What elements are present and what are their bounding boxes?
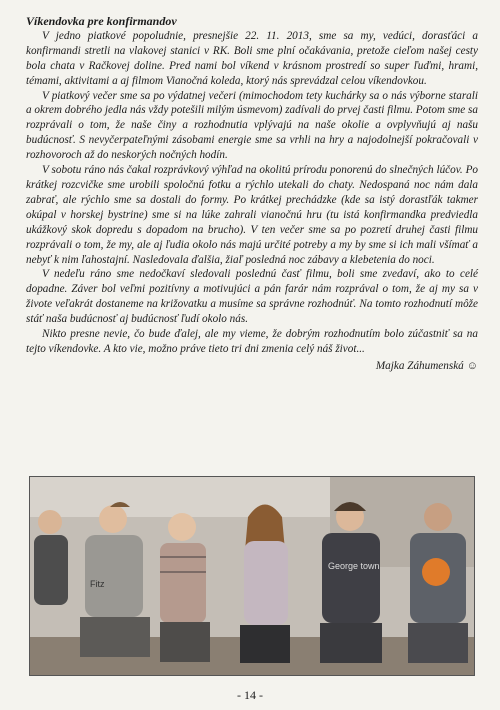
article xyxy=(26,14,478,374)
article-title: Víkendovka pre konfirmandov xyxy=(26,14,177,28)
article-paragraph: V jedno piatkové popoludnie, presnejšie 22. 11. 2013, sme sa my, vedúci, dorasťáci a konfirmandi stretli na vlakovej stanici v RK. Boli sme plní očakávania, pretože cieľom našej cesty bola chata v Račkovej dolinе. Pred nami bol víkend v krásnom prostredí so super ľuďmi, hrami, témami, aktivitami a aj filmom Vianočná koleda, ktorý nás sprevádzal celou víkendovkou. xyxy=(26,29,478,87)
page-number: - 14 - xyxy=(237,688,263,702)
group-photo-illustration xyxy=(30,477,474,675)
author-signature: Majka Záhumenská ☺ xyxy=(375,359,478,372)
shirt-print: Fitz xyxy=(90,579,105,589)
group-photo xyxy=(29,476,475,676)
shirt-print: George town xyxy=(328,561,380,571)
article-paragraph: V nedeľu ráno sme nedočkaví sledovali poslednú časť filmu, boli sme zvedaví, ako to celé dopadne. Záver bol veľmi pozitívny a motivujúci a pán farár nám rozprával o tom, že aj my sa v živote veľakrát dostaneme na križovatku a musíme sa správne rozhodnúť. Na tomto rozhodnutí môže stáť naša budúcnosť aj budúcnosť ľudí okolo nás. xyxy=(26,268,478,326)
article-paragraph: V sobotu ráno nás čakal rozprávkový výhľad na okolitú prírodu ponorenú do slnečných lúčov. Po krátkej rozcvičke sme urobili spoločnú fotku a rýchlo utekali do chaty. Nedospaná noc nám dala zabrať, ale rýchlo sme sa dostali do formy. Po krátkej prechádzke (kde sa istý dorastľák takmer okúpal v horskej bystrine) sme si na lúke zahrali vianočnú hru (tu istá konfirmandka predviedla ukážkový skok dopredu s dopadom na brucho). V ten večer sme sa po pozretí druhej časti filmu rozprávali o tom, že my, ale aj ľudia okolo nás majú určité potreby a my by sme si ich mali všímať a nebyť k nim ľahostajní. Nasledovala ďalšia, žiaľ posledná noc zábavy a klebetenia do noci. xyxy=(26,164,478,266)
article-paragraph: Nikto presne nevie, čo bude ďalej, ale my vieme, že dobrým rozhodnutím bolo zúčastniť sa na tejto víkendovke. A kto vie, možno práve tieto tri dni zmenia celý náš život... xyxy=(26,328,478,355)
article-paragraph: V piatkový večer sme sa po výdatnej večeri (mimochodom tety kuchárky sa o nás výborne starali a okrem dobrého jedla nás vždy potešili milým úsmevom) zadívali do prvej časti filmu. Potom sme sa rozprávali o tom, že naše činy a rozhodnutia vplývajú na naše okolie a ovplyvňujú aj našu budúcnosť. S nevyčerpateľnými zásobami energie sme sa vrhli na hry a najodolnejší pokračovali v rozhovoroch až do neskorých nočných hodín. xyxy=(26,89,478,162)
